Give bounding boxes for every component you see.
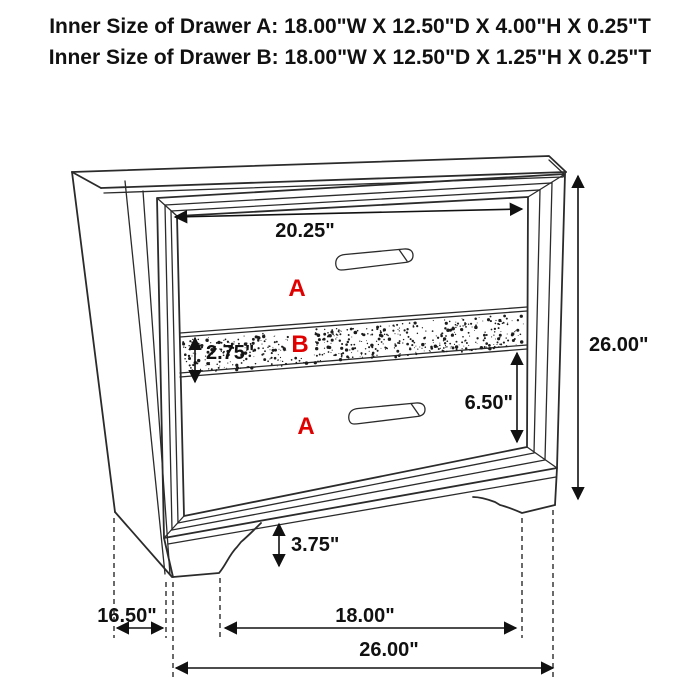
overall-width-label: 26.00" [359, 639, 419, 661]
cabinet-top-surface [72, 156, 566, 193]
foot-height-label: 3.75" [291, 534, 340, 556]
bottom-drawer-height-label: 6.50" [464, 392, 513, 414]
leg-span-label: 18.00" [335, 605, 395, 627]
inner-width-label: 20.25" [275, 220, 335, 242]
dimension-labels [97, 220, 648, 661]
drawer-a-inner-size-text: Inner Size of Drawer A: 18.00"W X 12.50"D X 4.00"H X 0.25"T [49, 15, 651, 38]
plinth-and-feet [164, 468, 557, 577]
dimension-arrows [117, 176, 578, 668]
drawer-letters [288, 275, 314, 440]
side-depth-label: 16.50" [97, 605, 157, 627]
middle-strip-letter: B [291, 331, 309, 358]
bottom-drawer-letter: A [297, 413, 315, 440]
top-drawer-handle [336, 249, 413, 270]
bottom-drawer-handle [349, 403, 425, 424]
top-drawer-letter: A [288, 275, 306, 302]
overall-height-label: 26.00" [589, 334, 649, 356]
strip-height-label: 2.75" [206, 342, 255, 364]
drawer-b-inner-size-text: Inner Size of Drawer B: 18.00"W X 12.50"D X 1.25"H X 0.25"T [48, 46, 652, 69]
